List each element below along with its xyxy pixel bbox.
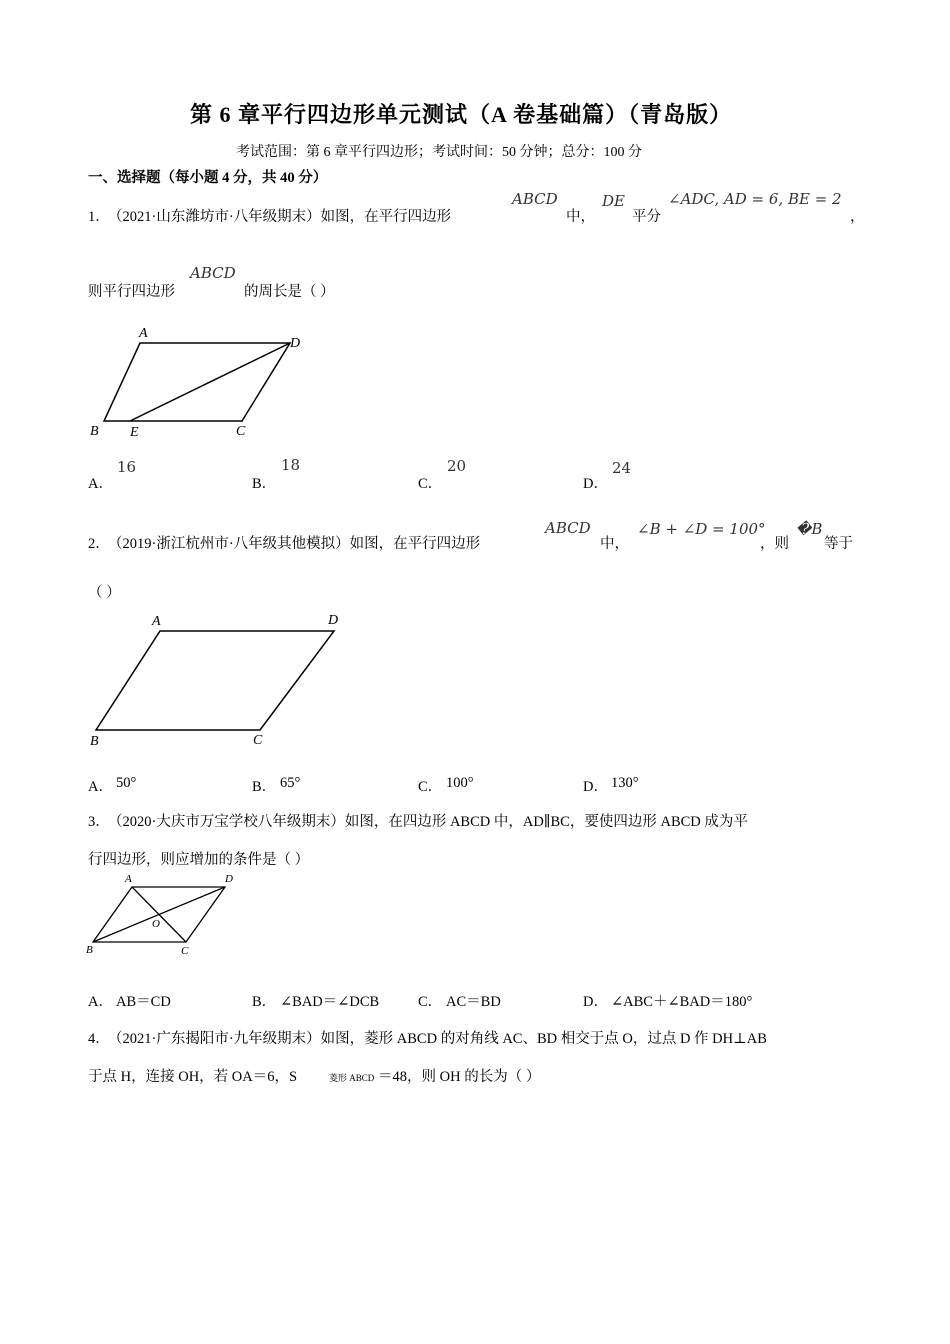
option-value: 65° xyxy=(280,775,301,791)
question-text: 的周长是（ ） xyxy=(244,284,335,300)
option-letter: D． xyxy=(583,994,608,1010)
question-text: （2020·大庆市万宝学校八年级期末）如图，在四边形 ABCD 中，AD∥BC，要使四边形 ABCD 成为平 xyxy=(108,814,748,830)
vertex-label: C xyxy=(181,945,189,957)
math-expression: ∠ADC, AD = 6, BE = 2 xyxy=(668,190,842,208)
question-text: 等于 xyxy=(824,536,853,552)
math-expression: ABCD xyxy=(512,190,558,208)
option-value: AC＝BD xyxy=(446,994,501,1010)
option-letter: D． xyxy=(583,476,608,492)
vertex-label: D xyxy=(328,613,339,628)
option-letter: D． xyxy=(583,779,608,795)
question-number: 1． xyxy=(88,209,110,225)
option-letter: B． xyxy=(252,779,277,795)
section-heading: 一、选择题（每小题 4 分，共 40 分） xyxy=(88,170,328,186)
vertex-label: A xyxy=(125,873,132,885)
math-expression: �B xyxy=(796,520,823,538)
question-source: （2019·浙江杭州市·八年级其他模拟）如图，在平行四边形 xyxy=(108,536,481,552)
vertex-label: D xyxy=(225,873,233,885)
vertex-label: D xyxy=(290,336,301,351)
question-text: ，则 xyxy=(760,536,789,552)
question-text: 中， xyxy=(566,209,595,225)
option-letter: C． xyxy=(418,994,443,1010)
vertex-label: C xyxy=(236,424,246,439)
option-letter: C． xyxy=(418,779,443,795)
option-value: 20 xyxy=(447,457,467,475)
question-number: 4． xyxy=(88,1031,110,1047)
vertex-label: B xyxy=(90,424,99,439)
option-letter: B． xyxy=(252,476,277,492)
option-value: 24 xyxy=(612,459,632,477)
question-text: 平分 xyxy=(632,209,661,225)
math-expression: ABCD xyxy=(545,519,591,537)
math-expression: ABCD xyxy=(190,264,236,282)
option-letter: A． xyxy=(88,994,113,1010)
vertex-label: E xyxy=(130,425,139,440)
vertex-label: C xyxy=(253,733,263,748)
exam-info: 考试范围：第 6 章平行四边形；考试时间：50 分钟；总分：100 分 xyxy=(236,145,642,160)
question-text: 于点 H，连接 OH，若 OA＝6，S xyxy=(88,1069,298,1085)
question-text: ＝48，则 OH 的长为（ ） xyxy=(378,1069,541,1085)
option-value: ∠BAD＝∠DCB xyxy=(280,994,380,1010)
option-value: AB＝CD xyxy=(116,994,171,1010)
question-source: （2021·山东潍坊市·八年级期末）如图，在平行四边形 xyxy=(108,209,452,225)
option-value: ∠ABC＋∠BAD＝180° xyxy=(611,994,753,1010)
option-value: 50° xyxy=(116,775,137,791)
question-number: 3． xyxy=(88,814,110,830)
option-letter: A． xyxy=(88,779,113,795)
option-letter: A． xyxy=(88,476,113,492)
answer-bracket: （ ） xyxy=(88,585,121,601)
vertex-label: A xyxy=(152,614,161,629)
option-letter: C． xyxy=(418,476,443,492)
question-text: （2021·广东揭阳市·九年级期末）如图，菱形 ABCD 的对角线 AC、BD 相交于点 O，过点 D 作 DH⊥AB xyxy=(108,1031,767,1047)
vertex-label: A xyxy=(139,326,148,341)
subscript-text: 菱形 ABCD xyxy=(329,1073,375,1083)
question-number: 2． xyxy=(88,536,110,552)
question-text: 则平行四边形 xyxy=(88,284,175,300)
option-value: 18 xyxy=(281,456,301,474)
vertex-label: B xyxy=(86,944,93,956)
option-letter: B． xyxy=(252,994,277,1010)
option-value: 16 xyxy=(117,458,137,476)
question-text: 行四边形，则应增加的条件是（ ） xyxy=(88,852,310,868)
option-value: 100° xyxy=(446,775,474,791)
center-label: O xyxy=(152,918,160,930)
vertex-label: B xyxy=(90,734,99,749)
option-value: 130° xyxy=(611,775,639,791)
math-expression: DE xyxy=(602,192,625,210)
question-text: 中， xyxy=(600,536,629,552)
math-expression: ∠B + ∠D = 100° xyxy=(637,520,766,538)
page-title: 第 6 章平行四边形单元测试（A 卷基础篇）（青岛版） xyxy=(190,102,733,127)
question-text: ， xyxy=(850,209,865,225)
